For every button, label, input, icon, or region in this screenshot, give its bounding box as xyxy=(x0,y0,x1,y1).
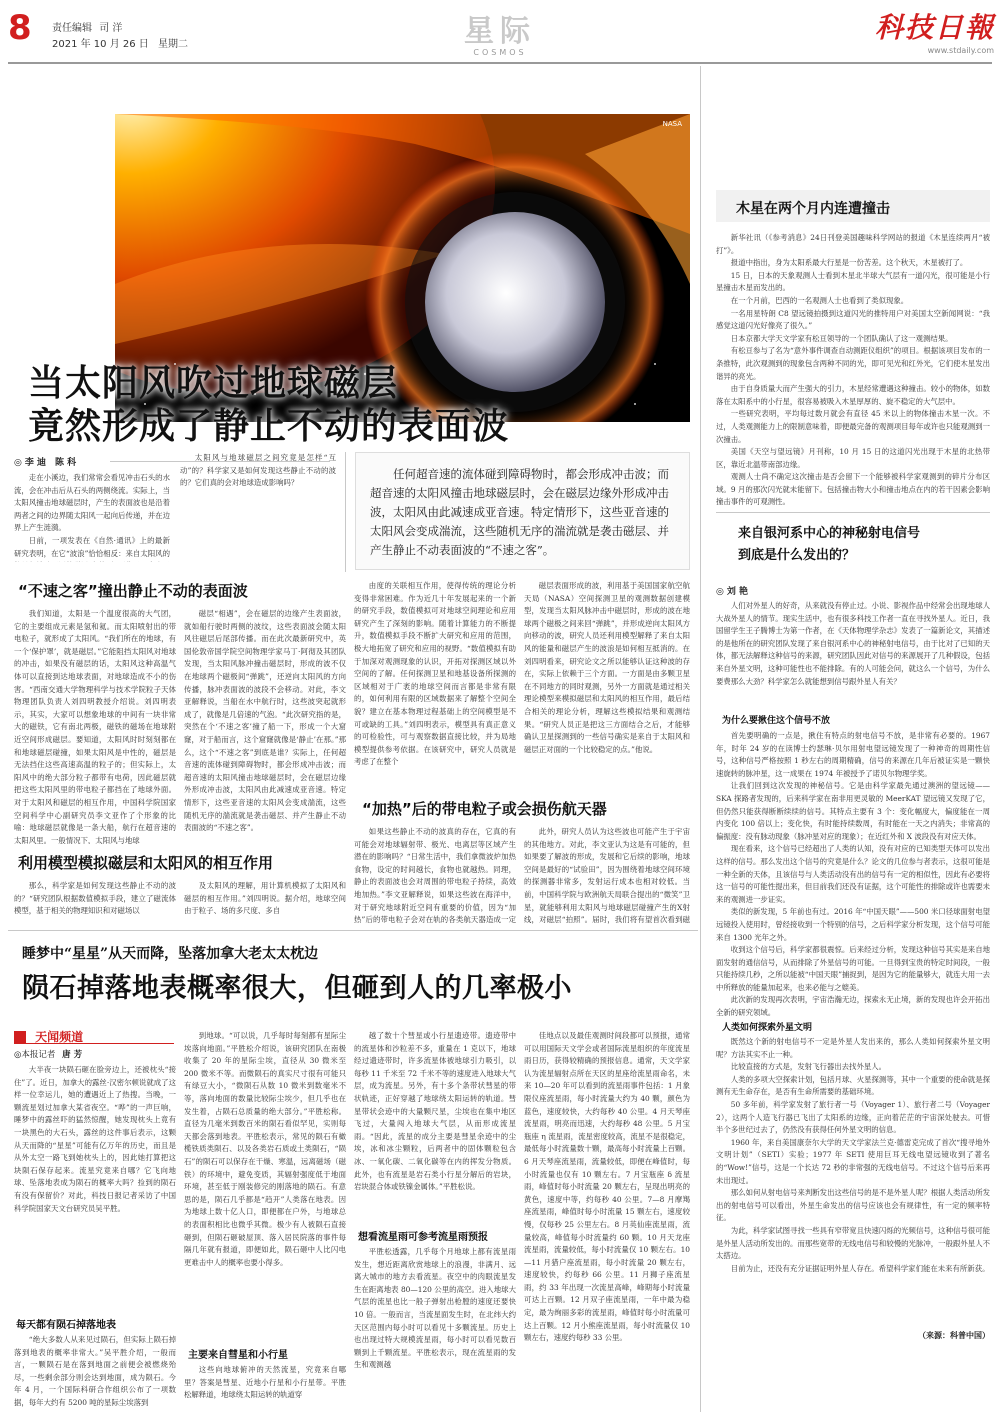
paragraph: 人们对外星人的好奇，从来就没有停止过。小说、影视作品中经常会出现地球人大战外星人的情节。现实生活中，也有很多科技工作者一直在寻找外星人。近日，我国留学生王子腾博士为第一作者，在《天体物理学杂志》发表了一篇新论文，其描述的是他所在的研究团队发现了来自银河系中心的神秘射电信号，由于比对了已知的天体，都无法解释这种信号的来源，研究团队因此对信号的来源展开了几种假设，包括来自外星文明，这种可能性也不能排除。有的人可能会问，就这么一个信号，为什么要费那么大劲？科学家怎么就能想到信号跟外星人有关？ xyxy=(716,601,990,686)
paragraph: “绝大多数人从来见过陨石，但实际上陨石掉落到地表的概率非常大。”吴平胜介绍，一般而言，一颗陨石是在落到地面之前便会被燃烧殆尽，一些剩余部分则会达到地面，成为陨石。今年 4 月，一个国际科研合作组织公布了一项数据，每年大约有 5200 吨的星际尘埃落到 xyxy=(14,1335,176,1407)
paragraph: 报道中指出，身为太阳系最大行星是一份苦差。这个秋天，木星被打了。 xyxy=(730,258,968,268)
paragraph: 走在小溪边，我们常常会看见冲击石头的水流，会在冲击后从石头的两侧绕流。实际上，当太阳风撞击地球磁层时，产生的表面波也是沿着两者之间的边界随太阳风一起向后传递，并在边界上产生涟漪。 xyxy=(14,473,170,533)
paragraph: 50 多年前，科学家发射了旅行者一号（Voyager 1）、旅行者二号（Voyager 2），这两个人造飞行器已飞出了太阳系的边缘，正向着茫茫的宇宙深处驶去。可惜半个多世纪过去了，仍然没有获得任何外星文明的信息。 xyxy=(716,1099,990,1135)
paragraph: 这些向地球俯冲的天然流星，究竟来自哪里？答案是彗星、近地小行星和小行星带。平胜松解释道，地球绕太阳运转的轨道穿 xyxy=(184,1365,346,1400)
editor-name: 司 洋 xyxy=(99,23,123,34)
paragraph: 日本京都大学天文学家有松亘领导的一个团队确认了这一观测结果。 xyxy=(730,333,953,343)
meteor-col4 xyxy=(524,1030,690,1412)
paragraph: 太阳风与地球磁层之间究竟是怎样“互动”的？科学家又是如何发现这些静止不动的波的？它们真的会对地球造成影响吗？ xyxy=(180,453,336,488)
paragraph: 由于自身质量大而产生强大的引力，木星经常遭遇这种撞击。较小的物体，如数落在太阳系中的小行星，很容易被吸入木星厚厚的、旋不稳定的大气层中。 xyxy=(716,384,990,406)
editor-label: 责任编辑 xyxy=(52,23,92,34)
pullquote-text: 任何超音速的流体碰到障碍物时，都会形成冲击波；而超音速的太阳风撞击地球磁层时，会在磁层边缘外形成冲击波，太阳风由此减速成亚音速。特定情形下，这些亚音速的太阳风会变成湍流，这些随机无序的湍流就是袭击磁层、并产生静止不动表面波的“不速之客”。 xyxy=(370,467,669,557)
meteor-col1 xyxy=(14,1064,176,1310)
paragraph: 磁层“相遇”，会在磁层的边缘产生表面波，就如船行驶时两侧的波纹，这些表面波会随太阳风往磁层后尾部传播。而在此次最新研究中，英国伦敦帝国学院空间物理学家马丁·阿彻及其团队发现，当太阳风脉冲撞击磁层时，形成的波不仅在地球两个磁极间“弹跳”，还逆向太阳风的方向传播，脉冲表面波的波段不会移动。对此，李文亚解释说，当船在水中航行时，这些波突起就形成了，就像是几倍速的气泡。“此次研究指的是，突然在个‘不速之客’撞了船一下，形成一个大窟窿，对于船而言，这个窟窿就像是‘静止’在那。”那么，这个“不速之客”到底是谁？实际上，任何超音速的流体碰到障碍物时，都会形成冲击波；而超音速的太阳风撞击地球磁层时，会在磁层边缘外形成冲击波，太阳风由此减速成亚音速。特定情形下，这些亚音速的太阳风会变成湍流，这些随机无序的湍流就是袭击磁层、并产生静止不动表面波的“不速之客”。 xyxy=(184,609,346,833)
lead-s1-col2 xyxy=(184,608,346,844)
paragraph: 观测人士尚不确定这次撞击是否会留下一个能够被科学家观测到的碎片分布区域。9 月的那次闪光就未能留下。包括撞击物大小和撞击地点在内的若干因素会影响撞击事件的可观测性。 xyxy=(716,472,990,507)
meteor-subhead-1: 每天都有陨石掉落地表 xyxy=(16,1320,116,1331)
paragraph: 首先要明确的一点是，揪住有特点的射电信号不放，是非常有必要的。1967 年，时年 24 岁的在读博士约瑟琳·贝尔用射电望远镜发现了一种神奇的周期性信号，这种信号严格按照 1 秒左右的周期精确，信号的来源在几年后被证实是一颗快速旋转的脉冲星，这一成果在 1974 年被授予了诺贝尔物理学奖。 xyxy=(716,731,990,778)
editor-line xyxy=(52,19,122,34)
paragraph: 美国《天空与望远镜》月刊称，10 月 15 日的这道闪光出现于木星的北热带区，靠近北温带南部边缘。 xyxy=(716,447,990,469)
page-number: 8 xyxy=(8,8,32,48)
vertical-rule xyxy=(345,452,346,572)
lead-s2-col2 xyxy=(184,880,346,924)
paragraph: 越了数十个彗星或小行星遗迹带。遗迹带中的流星体和沙粒差不多，重量在 1 克以下，地球经过遗迹带时，许多流星体被地球引力吸引，以每秒 11 千米至 72 千米不等的速度进入地球大气层，成为流星。另外，有十多个条带状彗星的带状轨迹，正好穿越了地球绕太阳运转的轨道。彗星带状会迹中的大量颗尺星，尘埃也在集中地区飞过，大量闯入地球大气层，从而形成流星雨。“因此，流星的成分主要是彗星余迹中的尘埃，冰和冰尘颗粒，后两者中的固体颗粒包含冰、一氧化碳、二氧化碳等在内的挥发分物质。此外，也有流星是岩石类小行星分解后的岩块，岩块混合体或铁镍金属体。”平胜松说。 xyxy=(354,1031,516,1192)
signal-title-line2: 到底是什么发出的？ xyxy=(738,548,856,563)
signal-source: （来源：科普中国） xyxy=(918,1331,990,1340)
meteor-col1-b xyxy=(14,1334,176,1412)
meteor-col3 xyxy=(354,1030,516,1218)
lead-subhead-1: “不速之客”撞出静止不动的表面波 xyxy=(18,582,248,600)
paragraph: 让我们回到这次发现的神秘信号。它是由科学家最先通过澳洲的望远镜——SKA 探路者发现的，后来科学家在南非用更灵敏的 MeerKAT 望远镜又发现了它，但仍然只能获得断断续续的信号。其特点主要有 3 个：变化幅度大，偏度能在一周内变化 100 倍以上；变化快，有时能持续数周，有时能在一天之内消失；非常高的偏振度：没有脉动现象（脉冲星对应的现象）；在近红外和 X 波段没有对应天体。 xyxy=(716,781,990,841)
paragraph: 有松亘参与了名为“意外事件调查自动测距仪组织”的项目。根据该项目发布的一条推特，此次观测到的现象包含两种不同的光，即可见光和红外光，它们使木星发出谐异的亮光。 xyxy=(716,346,990,381)
meteor-subhead-2: 主要来自彗星和小行星 xyxy=(188,1350,288,1361)
channel-icon xyxy=(14,1031,26,1043)
lead-pullquote xyxy=(355,452,690,570)
paragraph: 那么如何从射电信号来判断发出这些信号的是不是外星人呢？根据人类活动所发出的射电信号可以看出，外星生命发出的信号应该也会有规律性，有一定的频率特征。 xyxy=(716,1188,990,1223)
paragraph: 此次新的发现再次表明，宇宙浩瀚无边，探索永无止境，新的发现也许会开拓出全新的研究领域。 xyxy=(716,995,990,1018)
paragraph: 人类的多项大空探索计划，包括月球、火星探测等，其中一个重要的使命就是探测有无生命存在，是否有生命所需要的基础环境。 xyxy=(716,1074,990,1097)
section-rule xyxy=(716,512,990,513)
channel-label xyxy=(14,1026,174,1044)
paragraph: 新华社讯（《参考消息》24日刊登美国趣味科学网站的报道《木星连续两月“被打”》。 xyxy=(716,233,990,255)
paragraph: 现在看来，这个信号已经超出了人类的认知，没有对应的已知类型天体可以发出这样的信号。那么发出这个信号的究竟是什么？论文的几位参与者表示，这很可能是一种全新的天体，且该信号与人类活动没有出的信号有一定的相似性，因此有必要将这一信号的可能性提出来，但目前我们还没有证据，这个可能性的排除或许也需要未来的观测进一步证实。 xyxy=(716,844,990,904)
paragraph: 磁层表面形成的波，利用基于美国国家航空航天局（NASA）空间探测卫星的观测数据创建模型，发现当太阳风脉冲击中磁层时，形成的波在地球两个磁极之间来回“弹跳”，并形成逆向太阳风方向移动的波，研究人员还利用模型解释了来自太阳风的能量和磁层产生的波浪是如何相互抵消的。在刘四明看来，研究论文之所以能够认证这种波的存在，实际上依赖于三个方面。一方面是由多颗卫星在不同地方的同时观测，另外一方面就是通过相关理论模型来模拟磁层和太阳风的相互作用，最后结合相关的理论分析，理解这些模拟结果和观测结果。“研究人员正是把这三方面结合之后，才能够确认卫星探测到的一些信号确实是来自于太阳风和磁层正对面的一个比较稳定的点。”他说。 xyxy=(524,581,690,754)
meteor-col2-b xyxy=(184,1364,346,1412)
signal-body-1 xyxy=(716,730,990,1018)
paragraph: 收到这个信号后，科学家都很震惊。后来经过分析，发现这种信号其实是来自地面发射的通信信号，从而排除了外星信号的可能。一旦得到宝贵的特定时间段，一般只能持续几秒，之所以能被“中国天眼”捕捉到，是因为它的能量够大，就连大用一去中所释放的能量加起来，也来必能与之媲美。 xyxy=(716,945,990,992)
meteor-headline: 陨石掉落地表概率很大，但砸到人的几率极小 xyxy=(22,973,572,1004)
lead-s1-col3 xyxy=(354,580,516,794)
meteor-kicker: 睡梦中“星星”从天而降，坠落加拿大老太太枕边 xyxy=(22,946,319,962)
issue-date: 2021 年 10 月 26 日 xyxy=(52,39,149,50)
lead-s1-col1 xyxy=(14,608,176,844)
paragraph: 及太阳风的理解，用计算机模拟了太阳风和磁层的相互作用。”刘四明说。据介绍，地球空间由于粒子、场的多尺度、多自 xyxy=(184,881,346,916)
paragraph: 类似的新发现，5 年前也有过。2016 年“中国天眼”——500 米口径球面射电望远镜投入使用时，曾经接收到一个特别的信号，之后科学家分析发现，这个信号可能来自 1300 光年之外。 xyxy=(716,907,990,942)
section-subtitle: COSMOS xyxy=(473,48,527,57)
lead-subhead-2: 利用模型模拟磁层和太阳风的相互作用 xyxy=(18,854,274,872)
signal-body-2 xyxy=(716,1036,990,1326)
byline-label: 本报记者 xyxy=(21,1050,56,1060)
lead-s2-col1 xyxy=(14,880,176,924)
paragraph: 大半夜一块陨石砸在脸旁边上，还被枕头“接住”了。近日，加拿大的露丝·汉密尔顿说就成了这样一位幸运儿，她的遭遇近上了热搜。当晚，一颗流星划过加拿大某省夜空。“哗”的一声巨响，睡梦中的露丝吓的猛然惊醒，她发现枕头上竟有一块黑色的大石头，露丝的这件事后表示，这颗从天而降的“星星”可能有亿万年的历史，而且是从外太空一路飞到她枕头上的，因此她打算把这块陨石保存起来。流星究竟来自哪？它飞向地球、坠落地表成为陨石的概率大吗？捡到的陨石有没有保留价？对此，科技日报记者采访了中国科学院国家天文台研究员吴平胜。 xyxy=(14,1065,176,1213)
sidebar-divider xyxy=(700,66,701,1412)
paragraph: 比较直接的方式是，发射飞行器出去找外星人。 xyxy=(730,1062,887,1072)
signal-byline: ◎ 刘 艳 xyxy=(716,584,748,597)
lead-headline-line2: 竟然形成了静止不动的表面波 xyxy=(28,406,510,447)
section-rule xyxy=(8,930,698,931)
issue-weekday: 星期二 xyxy=(157,39,188,50)
meteor-subhead-3: 想看流星雨可参考流星雨预报 xyxy=(358,1232,488,1243)
paragraph: 佳地点以及最佳观测时间段都可以预报，通常可以用国际天文学会或者国际流星组织的年度流星雨日历，获得较精确的预报信息。通常，天文学家认为流星辐射点所在天区的星座给流星雨命名，未来 10—20 年可以看到的流星雨事件包括：1 月象限仪座流星雨，每小时流量大约为 40 颗，颜色为蓝色，速度较快，大约每秒 40 公里。4 月天琴座流星雨，明亮而迅速，大约每秒 48 公里。5 月宝瓶座 η 流星雨，流星密度较高，流星不是很稳定，最低每小时流量数十颗，最高每小时流量上百颗。6 月天琴座流星雨，流量较低，即便在峰值时，每小时流量也仅有 10 颗左右。7 月宝瓶座 δ 流星雨，峰值时每小时流量 20 颗左右，呈现出明亮的黄色，速度中等，约每秒 40 公里。7—8 月摩羯座流星雨，峰值时每小时流量 15 颗左右，速度较慢，仅每秒 25 公里左右。8 月英仙座流星雨，流量较高，峰值每小时流量约 60 颗。10 月天龙座流星雨，流量较低，每小时流量仅 10 颗左右。10—11 月猎户座流星雨，每小时流量 20 颗左右，速度较快，约每秒 66 公里。11 月狮子座流星雨，约 33 年出现一次流星高峰，峰期每小时流量可达上百颗。12 月双子座流星雨，一年中最为稳定，最为绚丽多彩的流星雨，峰值时每小时流量可达上百颗。12 月小熊座流星雨，每小时流量仅 10 颗左右，速度约每秒 33 公里。 xyxy=(524,1031,690,1343)
lead-s3-col3 xyxy=(354,826,516,926)
section-title: 星际 xyxy=(464,14,536,49)
website: www.stdaily.com xyxy=(927,46,994,55)
meteor-byline: ◎本报记者 唐 芳 xyxy=(14,1050,83,1060)
lead-s1-col4 xyxy=(524,580,690,794)
signal-subhead-2: 人类如何探索外星文明 xyxy=(722,1023,813,1033)
meteor-col2 xyxy=(184,1030,346,1330)
meteor-col3-b xyxy=(354,1246,516,1412)
lead-s3-col4 xyxy=(524,826,690,926)
image-credit: NASA xyxy=(662,120,682,128)
paragraph: 为此，科学家试图寻找一些具有窄带宽且快速闪烁的光频信号，这种信号很可能是外星人活动所发出的。而那些宽带的无线电信号和较慢的光脉冲，一般跟外星人不太搭边。 xyxy=(716,1225,990,1261)
paragraph: 15 日，日本的天象观测人士看到木星北半球大气层有一道闪光，很可能是小行星撞击木星而发出的。 xyxy=(716,270,990,293)
paragraph: 我们知道，太阳是一个温度很高的大气团，它的主要组成元素是氢和氦。而太阳喷射出的带电粒子，就形成了太阳风。“我们所在的地球，有一个‘保护罩’，就是磁层。”它能阻挡太阳风对地球的冲击，如果没有磁层的话，太阳风这种高温气体可以直接到达地球表面，对地球造成不小的伤害。“西南交通大学物理科学与技术学院粒子天体物理团队负责人刘四明教授介绍说。刘四明表示，其实，大家可以想象地球的中间有一块非常大的磁铁，它有南北两极，磁铁的磁场在地球附近空间形成磁层。要知道，太阳风时时刻刻都在和地球磁层碰撞，如果太阳风是中性的，磁层是无法挡住这些高速高温的粒子的；但实际上，太阳风中的绝大部分粒子都带有电荷，因此磁层就把这些太阳风里的带电粒子都挡在了地球外面。对于太阳风和磁层的相互作用，中国科学院国家空间科学中心副研究员李文亚作了个形象的比喻：地球磁层就像是一条大船，航行在超音速的太阳风里。一般情况下，太阳风与地球 xyxy=(14,609,176,844)
signal-intro xyxy=(716,600,990,710)
paragraph: 一些研究表明，平均每过数月就会有直径 45 米以上的物体撞击木星一次。不过，人类观测能力上的限制意味着，即便最完备的观测项目每年或许也只能观测到一次撞击。 xyxy=(716,409,990,444)
paragraph: 由度的关联相互作用，使得传统的理论分析变得非常困难。作为近几十年发展起来的一个新的研究手段，数值模拟可对地球空间理论和应用研究产生了深刻的影响。随着计算能力的不断提升，数值模拟手段不断扩大研究和应用的范围，极大地拓宽了研究和应用的视野。“数值模拟有助于加深对观测现象的认识，开拓对探测区域以外空间的了解。任何探测卫星和地基设备所探测的区域相对于广袤的地球空间而言都是非常有限的，如何利用有限的区域数据来了解整个空间全貌？建立在基本物理过程基础上的空间模型是不可或缺的工具。”刘四明表示，模型具有真正意义的可检验性，可与观察数据直接比较，并为局地模型提供参考依据。在该研究中，研究人员就是考虑了在整个 xyxy=(354,581,516,767)
lead-byline: ◎ 李 迪 陈 科 xyxy=(14,455,76,468)
paragraph: 此外，研究人员认为这些波也可能产生于宇宙的其他地方。对此，李文亚认为这是有可能的，但如果要了解波的形成，发展和它后续的影响，地球空间是最好的“试验田”，因为围绕着地球空间环境的探测器非常多，发射运行成本也相对较低。当前，中国科学院与欧洲航天局联合提出的“微笑”卫星，就能够利用太阳风与地球磁层碰撞产生的X射线，对磁层“拍照”。届时，我们将有望首次看到磁 xyxy=(524,827,690,925)
lead-headline-line1: 当太阳风吹过地球磁层 xyxy=(28,363,399,404)
lead-subhead-3: “加热”后的带电粒子或会损伤航天器 xyxy=(362,800,607,818)
paragraph: 一名用星特朗 C8 望远镜拍摄到这道闪光的推特用户对美国太空新闻网说：“我感觉这道闪光好像亮了很久。” xyxy=(716,308,990,331)
signal-subhead-1: 为什么要揪住这个信号不放 xyxy=(722,716,831,726)
lead-intro-col1 xyxy=(14,472,170,562)
paragraph: 既然这个新的射电信号不一定是外星人发出来的，那么人类如何探索外星文明呢？方法其实不止一种。 xyxy=(716,1037,990,1059)
paragraph: 在一个月前，巴西的一名观测人士也看到了类似现象。 xyxy=(730,295,909,305)
signal-title-line1: 来自银河系中心的神秘射电信号 xyxy=(738,526,921,541)
paragraph: 目前为止，还没有充分证据证明外星人存在。希望科学家们能在未来有所新获。 xyxy=(730,1263,990,1273)
paragraph: 1960 年，来自美国康奈尔大学的天文学家法兰克·德雷克完成了首次“搜寻地外文明计划”（SETI）实验；1977 年 SETI 使用巨耳无线电望远镜收到了著名的“Wow!”信号，这是一个长达 72 秒的非常强的无线电信号。不过这个信号后来再未出现过。 xyxy=(716,1137,990,1185)
masthead-logo: 科技日報 xyxy=(874,11,995,44)
paragraph: 到地球。“可以说，几乎每时每刻都有星际尘埃落向地面。”平胜松介绍说，该研究团队在南极收集了 20 年的星际尘埃，直径从 30 微米至 200 微米不等。而微陨石的真实尺寸很有可能只有绿豆大小，“微陨石从数 10 微米到数毫米不等，落向地面的数量比较际尘埃少，但几乎也在发生着，占陨石总质量的绝大部分。”平胜松称。直径为几毫米到数百米的陨石看似罕见，实则每天都会落到地表。平胜松表示，常见的陨石有橄榄铁质类陨石、以及各类岩石质或土类陨石，“陨石”的陨石可以保存在干燥、寒温，远离磁场（磁铁）的环境中，避免变质，其辐射强度低于地面环境，甚至低于刚装修完的刚落地的陨石。有意思的是，陨石几乎都是“趋开”人类落在地表。因为地球上数十亿人口，即便都在户外，与地球总的表面积相比也微乎其微。极少有人被陨石直接砸到，但陨石砸破屋顶、落入居民院落的事件每隔几年就有报道，即便如此，陨石砸中人比闪电更难击中人的概率也要小得多。 xyxy=(184,1031,346,1267)
paragraph: 平胜松透露，几乎每个月地球上都有流星雨发生，想近距离欣赏地球上的浪漫，非满月、远离大城市的地方去看流星。夜空中的肉眼流星发生在距离地表 80—120 公里的高空。进入地球大气层的流星也比一般子弹射出枪膛的速度还要快 10 倍。一般而言，当流星面发生时，在北纬大约天区范围内每小时可以看见十多颗流星。历史上也出现过特大规模流星雨，每小时可以看见数百颗到上千颗流星。平胜松表示，现在流星雨的发生和观测越 xyxy=(354,1247,516,1370)
paragraph: 那么，科学家是如何发现这些静止不动的波的？“研究团队根据数值模拟手段，建立了磁流体模型，基于相关的物理知识和对磁场以 xyxy=(14,881,176,916)
lead-intro-col2 xyxy=(180,452,336,562)
channel-name: 天闻频道 xyxy=(35,1030,84,1044)
header-divider xyxy=(8,62,992,64)
paragraph: 如果这些静止不动的波真的存在，它真的有可能会对地球辐射带、极光、电离层等区域产生潜在的影响吗？“日常生活中，我们拿微波炉加热食物，设定的时间越长，食物也就越热。同理，静止的表面波也会对周围的带电粒子持续，高效地加热。”李文亚解释说，如果这些波在海洋中，对于研究地球附近空间有重要的价值，因为“加热”后的带电粒子会对在轨的各类航天器造成一定 xyxy=(354,827,516,925)
jupiter-body xyxy=(716,232,990,508)
paragraph: 日前，一项发表在《自然·通讯》上的最新研究表明，在它“波浪”恰恰相反：来自太阳风的 xyxy=(14,535,170,558)
jupiter-title: 木星在两个月内连遭撞击 xyxy=(736,201,890,217)
byline-name: 唐 芳 xyxy=(62,1050,83,1060)
issue-date-line xyxy=(52,35,188,50)
